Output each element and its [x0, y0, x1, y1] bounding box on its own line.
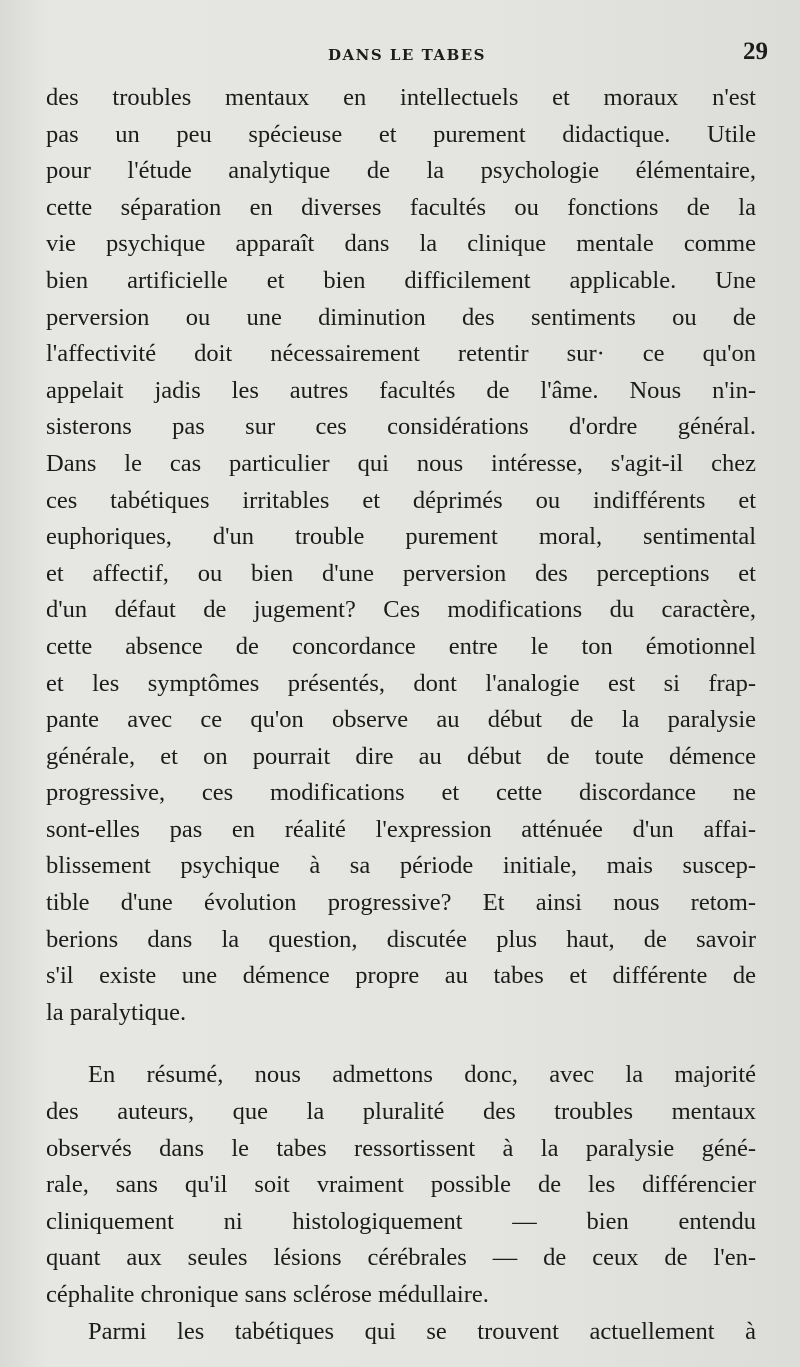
text-line: tible d'une évolution progressive? Et ainsi nous retom- — [46, 889, 756, 917]
text-line: cette séparation en diverses facultés ou fonctions de la — [46, 193, 756, 221]
page-header — [46, 36, 768, 70]
text-line: cette absence de concordance entre le ton émotionnel — [46, 632, 756, 660]
text-line: cliniquement ni histologiquement — bien entendu — [46, 1207, 756, 1235]
text-line: berions dans la question, discutée plus haut, de savoir — [46, 925, 756, 953]
text-line: quant aux seules lésions cérébrales — de ceux de l'en- — [46, 1244, 756, 1272]
text-line: des auteurs, que la pluralité des troubles mentaux — [46, 1098, 756, 1126]
text-line: d'un défaut de jugement? Ces modifications du caractère, — [46, 596, 756, 624]
text-line: perversion ou une diminution des sentiments ou de — [46, 303, 756, 331]
body-text — [46, 80, 756, 1350]
text-line: rale, sans qu'il soit vraiment possible de les différencier — [46, 1171, 756, 1199]
text-line: des troubles mentaux en intellectuels et moraux n'est — [46, 84, 756, 111]
text-line: appelait jadis les autres facultés de l'âme. Nous n'in- — [46, 376, 756, 404]
text-line: pante avec ce qu'on observe au début de la paralysie — [46, 706, 756, 734]
text-line: et les symptômes présentés, dont l'analogie est si frap- — [46, 669, 756, 697]
text-line: la paralytique. — [46, 998, 187, 1026]
text-line: sont-elles pas en réalité l'expression atténuée d'un affai- — [46, 815, 756, 843]
paragraph-3 — [46, 1314, 756, 1351]
paragraph-1 — [46, 80, 756, 1031]
text-line: observés dans le tabes ressortissent à la paralysie géné- — [46, 1134, 756, 1162]
text-line: sisterons pas sur ces considérations d'ordre général. — [46, 413, 756, 441]
text-line: pas un peu spécieuse et purement didactique. Utile — [46, 120, 756, 148]
text-line: Parmi les tabétiques qui se trouvent actuellement à — [88, 1317, 756, 1345]
text-line: Dans le cas particulier qui nous intéresse, s'agit-il chez — [46, 449, 756, 477]
text-line: euphoriques, d'un trouble purement moral, sentimental — [46, 523, 756, 551]
text-line: céphalite chronique sans sclérose médullaire. — [46, 1281, 489, 1308]
text-line: vie psychique apparaît dans la clinique mentale comme — [46, 230, 756, 258]
text-line: générale, et on pourrait dire au début de toute démence — [46, 742, 756, 770]
text-line: progressive, ces modifications et cette discordance ne — [46, 779, 756, 807]
text-line: pour l'étude analytique de la psychologie élémentaire, — [46, 157, 756, 185]
text-line: blissement psychique à sa période initiale, mais suscep- — [46, 852, 756, 880]
text-line: bien artificielle et bien difficilement applicable. Une — [46, 266, 756, 294]
text-line: l'affectivité doit nécessairement retentir sur· ce qu'on — [46, 340, 756, 368]
paragraph-spacer — [46, 1031, 756, 1057]
text-line: et affectif, ou bien d'une perversion des perceptions et — [46, 559, 756, 587]
text-line: ces tabétiques irritables et déprimés ou indifférents et — [46, 486, 756, 514]
paragraph-2 — [46, 1057, 756, 1313]
page-number: 29 — [743, 38, 768, 65]
text-line: s'il existe une démence propre au tabes et différente de — [46, 962, 756, 990]
text-line: En résumé, nous admettons donc, avec la majorité — [88, 1061, 756, 1089]
running-title: DANS LE TABES — [327, 46, 487, 64]
